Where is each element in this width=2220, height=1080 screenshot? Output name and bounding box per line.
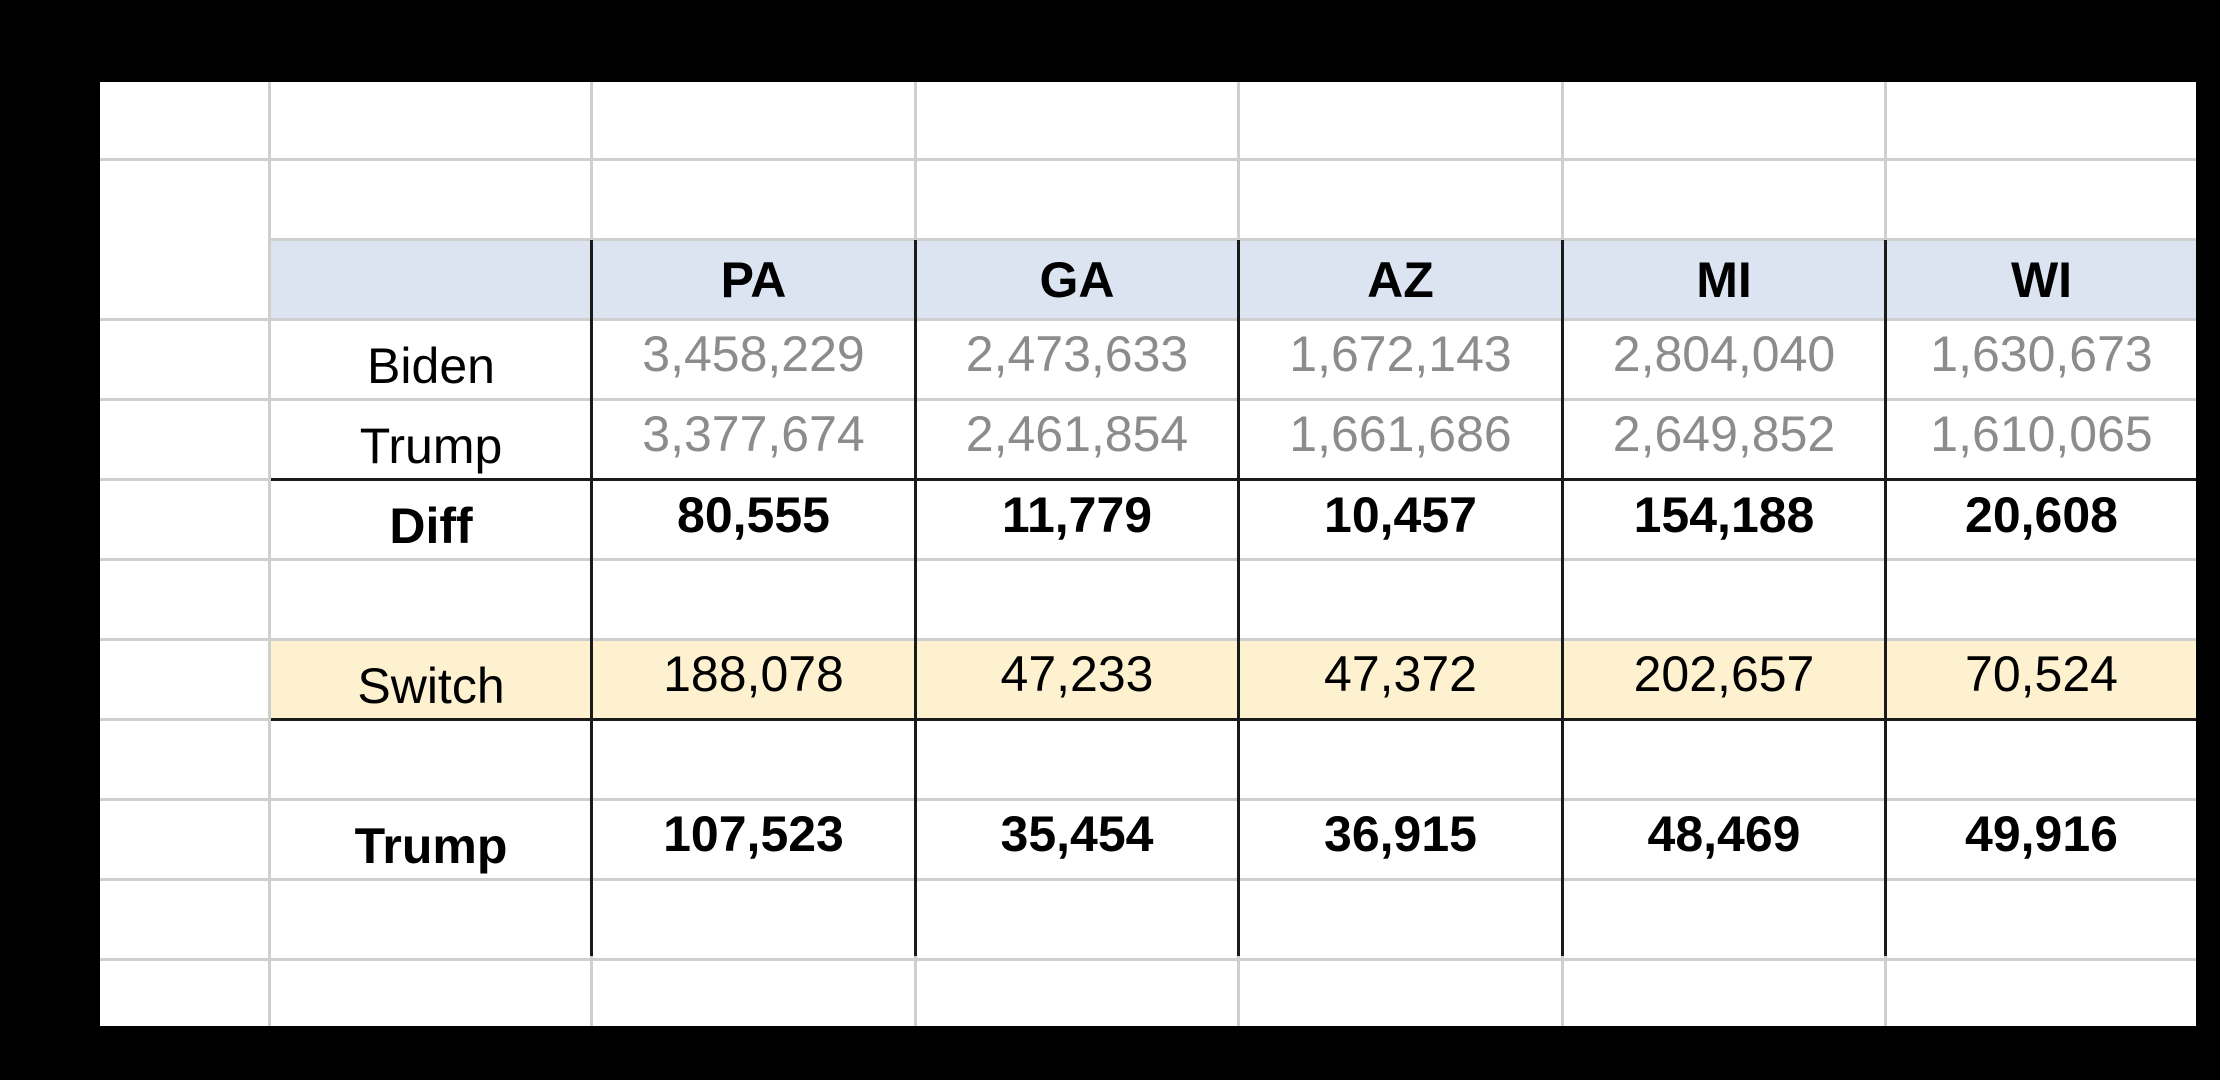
cell-result-az[interactable]: 36,915 xyxy=(1324,806,1477,862)
row-label-trump-result[interactable]: Trump xyxy=(354,818,508,874)
column-header-az[interactable]: AZ xyxy=(1367,252,1434,308)
cell-result-mi[interactable]: 48,469 xyxy=(1647,806,1801,862)
row-label-diff[interactable]: Diff xyxy=(389,498,473,554)
cell-biden-az[interactable]: 1,672,143 xyxy=(1289,326,1512,382)
cell-result-ga[interactable]: 35,454 xyxy=(1000,806,1154,862)
column-header-wi[interactable]: WI xyxy=(2010,252,2073,308)
cell-diff-mi[interactable]: 154,188 xyxy=(1633,487,1815,543)
column-header-mi[interactable]: MI xyxy=(1696,252,1752,308)
cell-trump-pa[interactable]: 3,377,674 xyxy=(642,406,865,462)
cell-switch-pa[interactable]: 188,078 xyxy=(663,646,844,702)
cell-biden-ga[interactable]: 2,473,633 xyxy=(965,326,1189,382)
cell-trump-az[interactable]: 1,661,686 xyxy=(1289,406,1512,462)
row-label-trump[interactable]: Trump xyxy=(359,418,503,474)
cell-biden-pa[interactable]: 3,458,229 xyxy=(642,326,865,382)
cell-switch-ga[interactable]: 47,233 xyxy=(1000,646,1154,702)
cell-biden-mi[interactable]: 2,804,040 xyxy=(1612,326,1836,382)
cell-trump-mi[interactable]: 2,649,852 xyxy=(1612,406,1836,462)
cell-switch-wi[interactable]: 70,524 xyxy=(1965,646,2118,702)
cell-trump-ga[interactable]: 2,461,854 xyxy=(965,406,1189,462)
cell-result-wi[interactable]: 49,916 xyxy=(1965,806,2118,862)
cell-trump-wi[interactable]: 1,610,065 xyxy=(1930,406,2153,462)
cell-result-pa[interactable]: 107,523 xyxy=(663,806,844,862)
spreadsheet xyxy=(100,82,2196,1026)
row-label-biden[interactable]: Biden xyxy=(367,338,495,394)
column-header-pa[interactable]: PA xyxy=(720,252,787,308)
cell-switch-az[interactable]: 47,372 xyxy=(1324,646,1477,702)
cell-diff-pa[interactable]: 80,555 xyxy=(677,487,830,543)
column-header-ga[interactable]: GA xyxy=(1039,252,1115,308)
cell-diff-az[interactable]: 10,457 xyxy=(1324,487,1477,543)
cell-diff-ga[interactable]: 11,779 xyxy=(1001,487,1153,543)
cell-switch-mi[interactable]: 202,657 xyxy=(1633,646,1815,702)
cell-biden-wi[interactable]: 1,630,673 xyxy=(1930,326,2153,382)
row-label-switch[interactable]: Switch xyxy=(357,658,505,714)
cell-diff-wi[interactable]: 20,608 xyxy=(1965,487,2118,543)
